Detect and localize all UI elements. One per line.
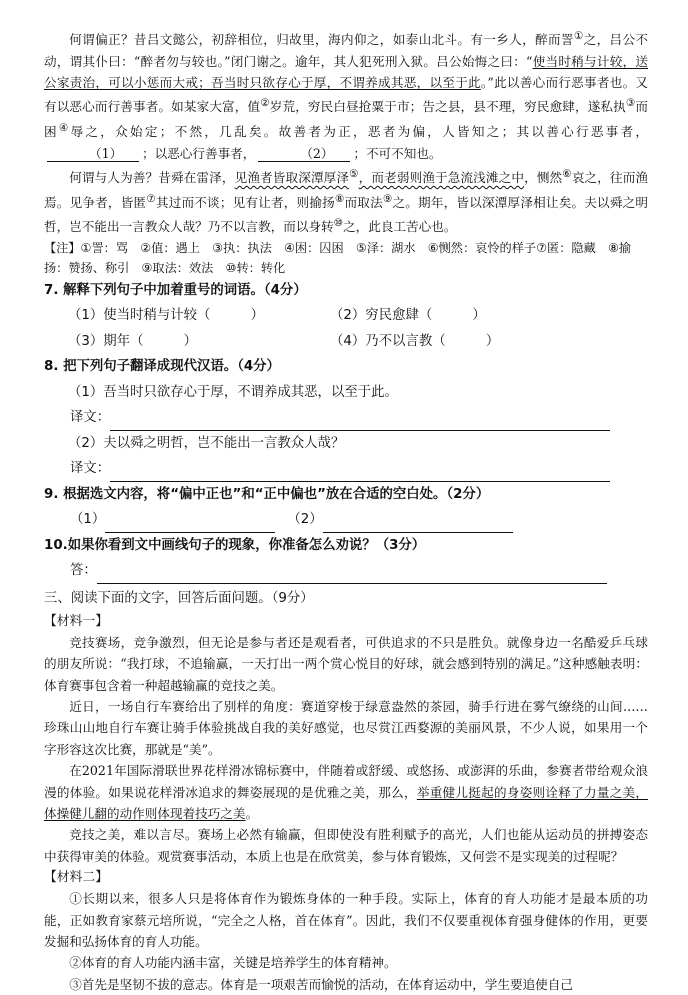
text-run: 。	[245, 806, 259, 822]
question-9-blank-1-label: （1）	[70, 512, 106, 528]
question-10-answer	[70, 558, 648, 584]
footnotes: 【注】①詈：骂 ②值：遇上 ③执：执法 ④困：囚困 ⑤泽：湖水 ⑥恻然：哀怜的样子⑦匿：隐藏 ⑧揄扬：赞扬、称引 ⑨取法：效法 ⑩转：转化	[44, 240, 632, 275]
material-1-label: 【材料一】	[44, 613, 108, 629]
text-run: 之，吕公不动，谓其仆曰：“醉者勿与较也。”闭门谢之。逾年，其人犯死刑入狱。吕公始悔之曰：“	[44, 32, 648, 69]
footnote-marker: ③	[625, 97, 636, 110]
text-run: 其过而不谈；见有让者，则揄扬	[155, 194, 335, 210]
material-1-paragraph-3	[44, 760, 648, 824]
footnote-marker: ②	[260, 97, 270, 110]
footnote-marker: ⑦	[146, 192, 156, 205]
text-run: 何谓偏正？昔吕文懿公，初辞相位，归故里，海内仰之，如泰山北斗。有一乡人，醉而詈	[69, 32, 574, 48]
footnote-marker: ⑩	[333, 217, 344, 230]
question-9-blank-1[interactable]	[105, 514, 275, 533]
question-9-blank-2-label: （2）	[287, 512, 323, 528]
text-run: ；以恶心行善事者，	[142, 145, 256, 161]
footnote-marker: ⑥	[562, 168, 572, 180]
text-run: 哀之，往而渔焉。见争者，皆匿	[44, 170, 649, 210]
section-3-title: 三、阅读下面的文字，回答后面问题。（9分）	[44, 590, 314, 606]
answer-label: 答：	[70, 563, 97, 579]
translation-line-2[interactable]	[110, 463, 610, 482]
question-7-item-1[interactable]: （1）使当时稍与计较（ ）	[68, 308, 264, 324]
question-8-answer-1	[70, 405, 648, 431]
underlined-sentence: 举重健儿挺起的身姿则诠释了力量之美，体操健儿翻的动作则体现着技巧之美	[44, 784, 649, 822]
translation-label: 译文：	[70, 461, 111, 477]
translation-label: 译文：	[70, 410, 111, 426]
wavy-underlined-sentence: 见渔者皆取深潭厚泽	[234, 170, 350, 186]
translation-line-1[interactable]	[110, 412, 610, 431]
text-run: 之。期年，皆以深潭厚泽相让矣。夫以舜之明哲，岂不能出一言教众人哉？乃不以言教，而以身转	[44, 194, 649, 235]
material-2-paragraph-1: ①长期以来，很多人只是将体育作为锻炼身体的一种手段。实际上，体育的育人功能才是最本质的功能，正如教育家蔡元培所说，“完全之人格，首在体育”。因此，我们不仅要重视体育强身健体的作用，更要发掘和弘扬体育的育人功能。	[44, 891, 648, 950]
text-run: 而困	[44, 99, 649, 140]
footnote-marker: ⑧	[334, 192, 345, 205]
text-run: 而取法	[344, 194, 383, 210]
material-2-paragraph-2: ②体育的育人功能内涵丰富，关键是培养学生的体育精神。	[69, 955, 397, 971]
question-8-title: 8. 把下列句子翻译成现代汉语。（4分）	[44, 359, 280, 375]
question-10-title: 10.如果你看到文中画线句子的现象，你准备怎么劝说？（3分）	[44, 537, 426, 553]
question-8-answer-2	[70, 456, 648, 482]
text-run: 岁荒，穷民白昼抢粟于市；告之县，县不理，穷民愈肆，遂私执	[269, 99, 626, 115]
material-1-paragraph-1: 竞技赛场，竞争激烈，但无论是参与者还是观看者，可供追求的不只是胜负。就像身边一名酷爱乒乓球的朋友所说：“我打球，不追输赢，一天打出一两个赏心悦目的好球，就会感到特别的满足。”这种感触表明：体育赛事包含着一种超越输赢的竞技之美。	[44, 634, 648, 693]
question-7-item-4[interactable]: （4）乃不以言教（ ）	[330, 333, 500, 349]
text-run: 辱之，众始定；不然，几乱矣。故善者为正，恶者为偏，人皆知之；其以善心行恶事者，	[70, 124, 649, 140]
question-7-row-1	[68, 303, 648, 329]
question-9-blank-2[interactable]	[323, 514, 513, 533]
material-1-paragraph-2: 近日，一场自行车赛给出了别样的角度：赛道穿梭于绿意盎然的茶园，骑手行进在雾气缭绕的山间……珍珠山山地自行车赛让骑手体验挑战自我的美好感觉，也尽赏江西婺源的美丽风景，不少人说，如果用一个字形容这次比赛，那就是“美”。	[44, 699, 648, 757]
question-10-answer-line[interactable]	[97, 565, 607, 584]
question-7-item-2[interactable]: （2）穷民愈肆（ ）	[330, 308, 486, 324]
footnote-marker: ⑨	[382, 192, 393, 205]
material-2-paragraph-3: ③首先是坚韧不拔的意志。体育是一项艰苦而愉悦的活动，在体育运动中，学生要追使自己	[69, 976, 573, 992]
text-run: 。”此以善心而行恶事者也。又有以恶心而行善事者。如某家大富，值	[44, 75, 649, 115]
question-9-answers	[70, 507, 648, 533]
text-run: 在2021年国际滑联世界花样滑冰锦标赛中，伴随着或舒缓、或悠扬、或澎湃的乐曲，参赛者带给观众浪漫的体验。如果说花样滑冰追求的舞姿展现的是优雅之美，那么，	[44, 763, 648, 800]
footnote-marker: ①	[573, 30, 584, 42]
material-2-label: 【材料二】	[44, 870, 108, 886]
passage-paragraph-1	[44, 26, 648, 164]
question-8-sentence-1: （1）吾当时只欲存心于厚，不谓养成其恶，以至于此。	[68, 384, 398, 400]
question-7-title: 7. 解释下列句子中加着重号的词语。（4分）	[44, 282, 307, 298]
question-7-row-2	[68, 329, 648, 355]
passage-paragraph-2	[44, 164, 648, 238]
question-9-title: 9. 根据选文内容，将“偏中正也”和“正中偏也”放在合适的空白处。（2分）	[44, 486, 490, 502]
material-1-paragraph-4: 竞技之美，难以言尽。赛场上必然有输赢，但即使没有胜利赋予的高光，人们也能从运动员的拼搏姿态中获得审美的体验。观赏赛事活动，本质上也是在欣赏美，参与体育锻炼，又何尝不是实现美的过程呢？	[44, 827, 648, 864]
footnote-marker: ⑤	[349, 168, 359, 180]
text-run: ，恻然	[524, 170, 563, 186]
answer-blank-1[interactable]: （1）	[47, 147, 139, 162]
underlined-sentence: 使当时稍与计较，送公家责治，可以小惩而大戒；吾当时只欲存心于厚，不谓养成其恶，以至于此	[44, 53, 649, 90]
question-8-sentence-2: （2）夫以舜之明哲，岂不能出一言教众人哉？	[68, 435, 345, 451]
wavy-underlined-sentence: ，而老弱则渔于急流浅滩之中	[358, 170, 525, 186]
footnote-marker: ④	[58, 122, 71, 134]
answer-blank-2[interactable]: （2）	[258, 147, 350, 162]
text-run: 何谓与人为善？昔舜在雷泽，	[69, 170, 235, 186]
text-run: 之，此良工苦心也。	[343, 219, 457, 235]
question-7-item-3[interactable]: （3）期年（ ）	[68, 333, 198, 349]
text-run: ；不可不知也。	[353, 145, 442, 161]
